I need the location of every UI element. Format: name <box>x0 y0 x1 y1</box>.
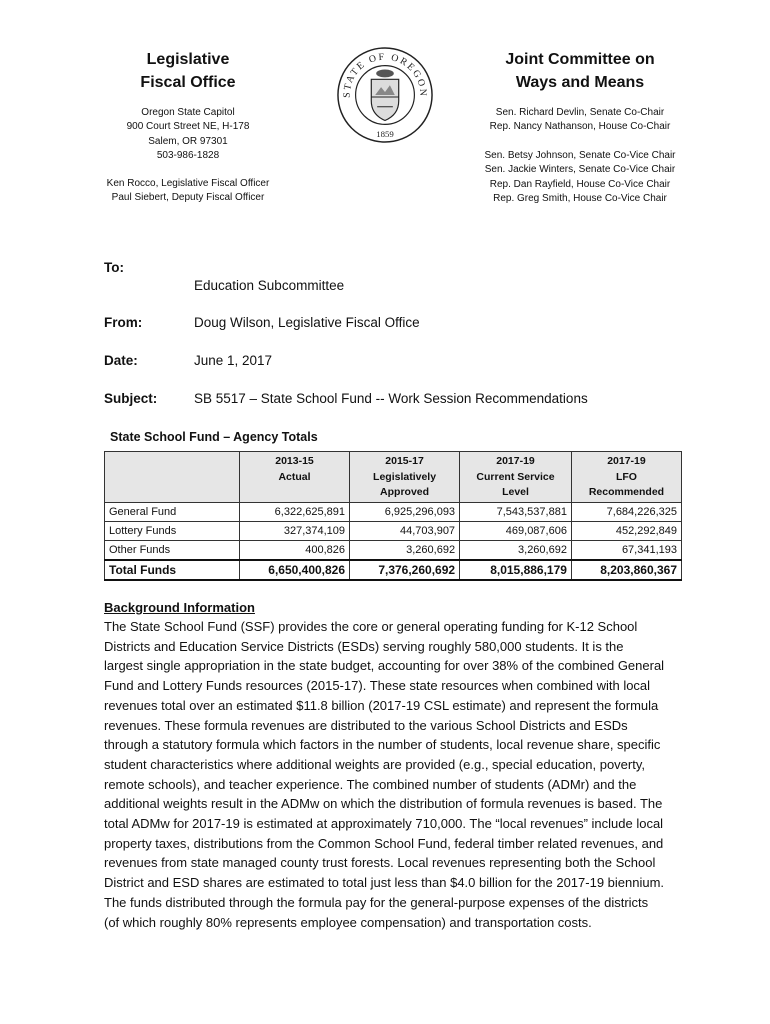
date-label: Date: <box>104 353 138 368</box>
seal-text: STATE OF OREGON <box>341 51 429 99</box>
header-blank <box>105 452 240 503</box>
committee-vice-chairs <box>460 149 700 206</box>
lfo-title <box>88 48 288 94</box>
header-line: 2013-15 <box>275 455 314 467</box>
cell-value: 6,322,625,891 <box>240 503 350 522</box>
committee-title <box>480 48 680 94</box>
lfo-staff <box>88 177 288 206</box>
cell-value: 469,087,606 <box>460 522 572 541</box>
committee-title-line2: Ways and Means <box>515 74 645 91</box>
date-value: June 1, 2017 <box>194 353 273 368</box>
subject-value: SB 5517 – State School Fund -- Work Session Recommendations <box>194 391 588 406</box>
subject-label: Subject: <box>104 391 158 406</box>
cell-value: 400,826 <box>240 541 350 561</box>
header-2013-15-actual <box>240 452 350 503</box>
row-label: Other Funds <box>105 541 240 561</box>
header-line: 2017-19 <box>607 455 646 467</box>
header-line: Legislatively <box>373 470 437 483</box>
row-label: General Fund <box>105 503 240 522</box>
table-row <box>105 541 682 561</box>
staff-line: Paul Siebert, Deputy Fiscal Officer <box>111 192 265 204</box>
header-line: LFO <box>615 470 637 483</box>
chair-line: Sen. Richard Devlin, Senate Co-Chair <box>495 107 665 118</box>
header-line: Recommended <box>588 486 665 498</box>
staff-line: Ken Rocco, Legislative Fiscal Officer <box>106 178 270 189</box>
committee-chairs <box>460 106 700 135</box>
vice-chair-line: Rep. Dan Rayfield, House Co-Vice Chair <box>489 178 671 190</box>
cell-value: 44,703,907 <box>350 522 460 541</box>
cell-value: 67,341,193 <box>571 541 681 561</box>
cell-value: 6,925,296,093 <box>350 503 460 522</box>
header-2017-19-lfo <box>571 452 681 503</box>
background-heading: Background Information <box>104 600 255 615</box>
table-row <box>105 503 682 522</box>
address-line: Oregon State Capitol <box>141 107 235 118</box>
header-2017-19-csl <box>460 452 572 503</box>
cell-value: 3,260,692 <box>350 541 460 561</box>
agency-totals-table <box>104 451 682 581</box>
header-line: Level <box>502 486 529 498</box>
seal-year: 1859 <box>376 129 394 140</box>
cell-value: 6,650,400,826 <box>240 560 350 580</box>
row-label: Lottery Funds <box>105 522 240 541</box>
cell-value: 8,015,886,179 <box>460 560 572 580</box>
to-value: Education Subcommittee <box>194 278 345 293</box>
committee-title-line1: Joint Committee on <box>505 51 655 68</box>
cell-value: 452,292,849 <box>571 522 681 541</box>
header-2015-17-approved <box>350 452 460 503</box>
table-header-row <box>105 452 682 503</box>
table-total-row <box>105 560 682 580</box>
cell-value: 8,203,860,367 <box>571 560 681 580</box>
address-line: Salem, OR 97301 <box>148 135 228 147</box>
to-label: To: <box>104 260 124 275</box>
chair-line: Rep. Nancy Nathanson, House Co-Chair <box>489 121 671 133</box>
header-line: Current Service <box>476 470 555 483</box>
cell-value: 7,543,537,881 <box>460 503 572 522</box>
from-value: Doug Wilson, Legislative Fiscal Office <box>194 315 420 330</box>
lfo-title-line2: Fiscal Office <box>140 74 236 91</box>
row-label: Total Funds <box>105 560 240 580</box>
cell-value: 327,374,109 <box>240 522 350 541</box>
vice-chair-line: Sen. Betsy Johnson, Senate Co-Vice Chair <box>484 150 676 161</box>
address-line: 900 Court Street NE, H-178 <box>126 121 250 133</box>
cell-value: 7,684,226,325 <box>571 503 681 522</box>
from-label: From: <box>104 315 143 330</box>
vice-chair-line: Sen. Jackie Winters, Senate Co-Vice Chair <box>484 164 676 176</box>
lfo-address <box>88 106 288 163</box>
table-row <box>105 522 682 541</box>
cell-value: 7,376,260,692 <box>350 560 460 580</box>
header-line: 2015-17 <box>385 455 424 467</box>
header-line: Approved <box>380 486 430 498</box>
vice-chair-line: Rep. Greg Smith, House Co-Vice Chair <box>493 192 667 204</box>
header-line: Actual <box>278 470 311 483</box>
header-line: 2017-19 <box>496 455 535 467</box>
cell-value: 3,260,692 <box>460 541 572 561</box>
address-line: 503-986-1828 <box>156 149 220 161</box>
background-paragraph: The State School Fund (SSF) provides the core or general operating funding for K-12 School Districts and Education Service Districts (ESDs) serving roughly 580,000 students. It is the largest single appropriation in the state budget, accounting for over 38% of the combined General Fund and Lottery Funds resources (2015-17). These state resources when combined with local revenues total over an estimated $11.8 billion (2017-19 CSL estimate) and represent the formula revenues. These formula revenues are distributed to the various School Districts and ESDs through a statutory formula which factors in the number of students, local revenue share, specific student characteristics where additional weights are provided (e.g., special education, poverty, remote schools), and teacher experience. The combined number of students (ADMr) and the additional weights result in the ADMw on which the distribution of formula revenues is based. The total ADMw for 2017-19 is estimated at approximately 710,000. The “local revenues” include local property taxes, distributions from the Common School Fund, federal timber related revenues, and revenues from state managed county trust forests. Local revenues representing both the School District and ESD shares are estimated to total just less than $4.0 billion for the 2017-19 biennium. The funds distributed through the formula pay for the general-purpose expenses of the districts (of which roughly 80% represents employee compensation) and transportation costs. <box>104 619 665 930</box>
lfo-title-line1: Legislative <box>146 51 230 68</box>
oregon-state-seal <box>336 46 434 144</box>
table-title: State School Fund – Agency Totals <box>110 430 318 444</box>
